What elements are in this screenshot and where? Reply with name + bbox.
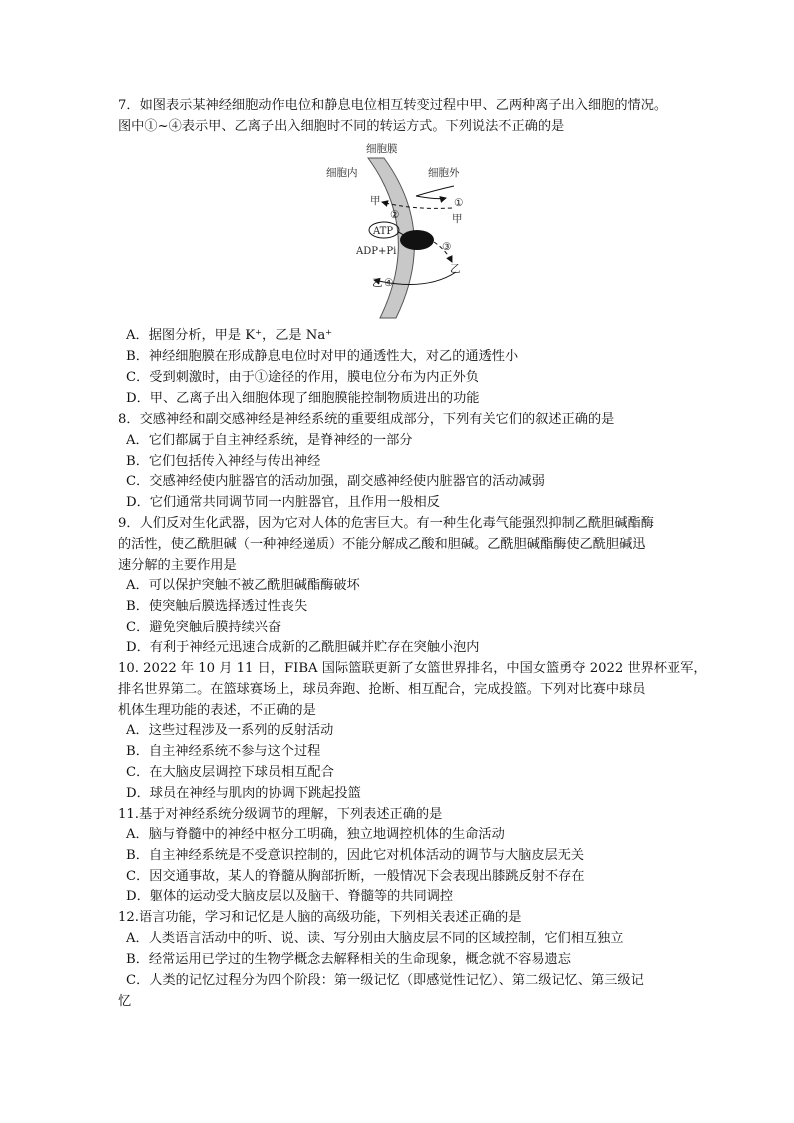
q11-stem-line-1: 11.基于对神经系统分级调节的理解，下列表述正确的是 — [118, 807, 443, 822]
q11-option-c: C．因交通事故，某人的脊髓从胸部折断，一般情况下会表现出膝跳反射不存在 — [126, 869, 585, 884]
q10-option-b: B．自主神经系统不参与这个过程 — [126, 744, 321, 759]
q7-stem-line-2: 图中①~④表示甲、乙离子出入细胞时不同的转运方式。下列说法不正确的是 — [118, 119, 565, 134]
label-atp: ATP — [373, 226, 394, 237]
q7-option-b: B．神经细胞膜在形成静息电位时对甲的通透性大，对乙的通透性小 — [126, 349, 519, 364]
label-inside: 细胞内 — [326, 167, 358, 179]
q9-option-c: C．避免突触后膜持续兴奋 — [126, 620, 282, 635]
label-ion-b-outside: 乙 — [450, 263, 461, 275]
q7-option-a: A．据图分析，甲是 K⁺，乙是 Na⁺ — [126, 328, 333, 343]
label-adp: ADP+Pi — [356, 246, 397, 257]
q9-option-d: D．有利于神经元迅速合成新的乙酰胆碱并贮存在突触小泡内 — [126, 640, 480, 655]
q10-stem-line-1: 10. 2022 年 10 月 11 日，FIBA 国际篮联更新了女篮世界排名，中国女篮勇夺 2022 世界杯亚军， — [118, 661, 707, 676]
ion-transport-diagram — [316, 140, 476, 322]
q9-stem-line-2: 的活性，使乙酰胆碱（一种神经递质）不能分解成乙酸和胆碱。乙酰胆碱酯酶使乙酰胆碱迅 — [118, 537, 646, 552]
label-ion-a-inside: 甲 — [370, 195, 381, 207]
q12-option-c: C．人类的记忆过程分为四个阶段：第一级记忆（即感觉性记忆）、第二级记忆、第三级记 — [126, 973, 644, 988]
carrier-protein-shape — [400, 230, 434, 250]
label-marker-4: ④ — [384, 277, 394, 289]
q8-option-d: D．它们通常共同调节同一内脏器官，且作用一般相反 — [126, 495, 440, 510]
q8-option-a: A．它们都属于自主神经系统，是脊神经的一部分 — [126, 433, 413, 448]
q12-stem-line-1: 12.语言功能，学习和记忆是人脑的高级功能，下列相关表述正确的是 — [118, 910, 522, 925]
q9-option-b: B．使突触后膜选择透过性丧失 — [126, 599, 308, 614]
q10-stem-line-2: 排名世界第二。在篮球赛场上，球员奔跑、抢断、相互配合，完成投篮。下列对比赛中球员 — [118, 682, 646, 697]
q10-option-d: D．球员在神经与肌肉的协调下跳起投篮 — [126, 786, 361, 801]
label-ion-a-outside: 甲 — [452, 213, 463, 225]
label-outside: 细胞外 — [428, 167, 460, 179]
q9-stem-line-3: 速分解的主要作用是 — [118, 558, 237, 573]
q10-option-c: C．在大脑皮层调控下球员相互配合 — [126, 765, 334, 780]
q9-stem-line-1: 9．人们反对生化武器，因为它对人体的危害巨大。有一种生化毒气能强烈抑制乙酰胆碱酯酶 — [118, 516, 654, 531]
q12-option-c-continuation: 忆 — [118, 994, 132, 1009]
q10-option-a: A．这些过程涉及一系列的反射活动 — [126, 723, 334, 738]
q12-option-a: A．人类语言活动中的听、说、读、写分别由大脑皮层不同的区域控制，它们相互独立 — [126, 931, 624, 946]
q7-stem-line-1: 7．如图表示某神经细胞动作电位和静息电位相互转变过程中甲、乙两种离子出入细胞的情况。 — [118, 98, 668, 113]
label-marker-2: ② — [390, 209, 400, 221]
q8-stem-line-1: 8．交感神经和副交感神经是神经系统的重要组成部分，下列有关它们的叙述正确的是 — [118, 412, 615, 427]
label-marker-3: ③ — [442, 241, 452, 253]
q8-option-c: C．交感神经使内脏器官的活动加强，副交感神经使内脏器官的活动减弱 — [126, 474, 545, 489]
q8-option-b: B．它们包括传入神经与传出神经 — [126, 454, 321, 469]
pathway-1-arrow — [416, 196, 446, 199]
label-marker-1: ① — [454, 197, 464, 209]
q12-option-b: B．经常运用已学过的生物学概念去解释相关的生命现象，概念就不容易遗忘 — [126, 952, 571, 967]
q9-option-a: A．可以保护突触不被乙酰胆碱酯酶破坏 — [126, 578, 360, 593]
label-membrane: 细胞膜 — [366, 143, 398, 155]
q7-option-c: C．受到刺激时，由于①途径的作用，膜电位分布为内正外负 — [126, 370, 479, 385]
q10-stem-line-3: 机体生理功能的表述，不正确的是 — [118, 703, 316, 718]
q7-option-d: D．甲、乙离子出入细胞体现了细胞膜能控制物质进出的功能 — [126, 391, 480, 406]
q11-option-d: D．躯体的运动受大脑皮层以及脑干、脊髓等的共同调控 — [126, 889, 454, 904]
q11-option-a: A．脑与脊髓中的神经中枢分工明确，独立地调控机体的生命活动 — [126, 827, 505, 842]
q11-option-b: B．自主神经系统是不受意识控制的，因此它对机体活动的调节与大脑皮层无关 — [126, 848, 585, 863]
label-ion-b-inside: 乙 — [372, 277, 383, 289]
